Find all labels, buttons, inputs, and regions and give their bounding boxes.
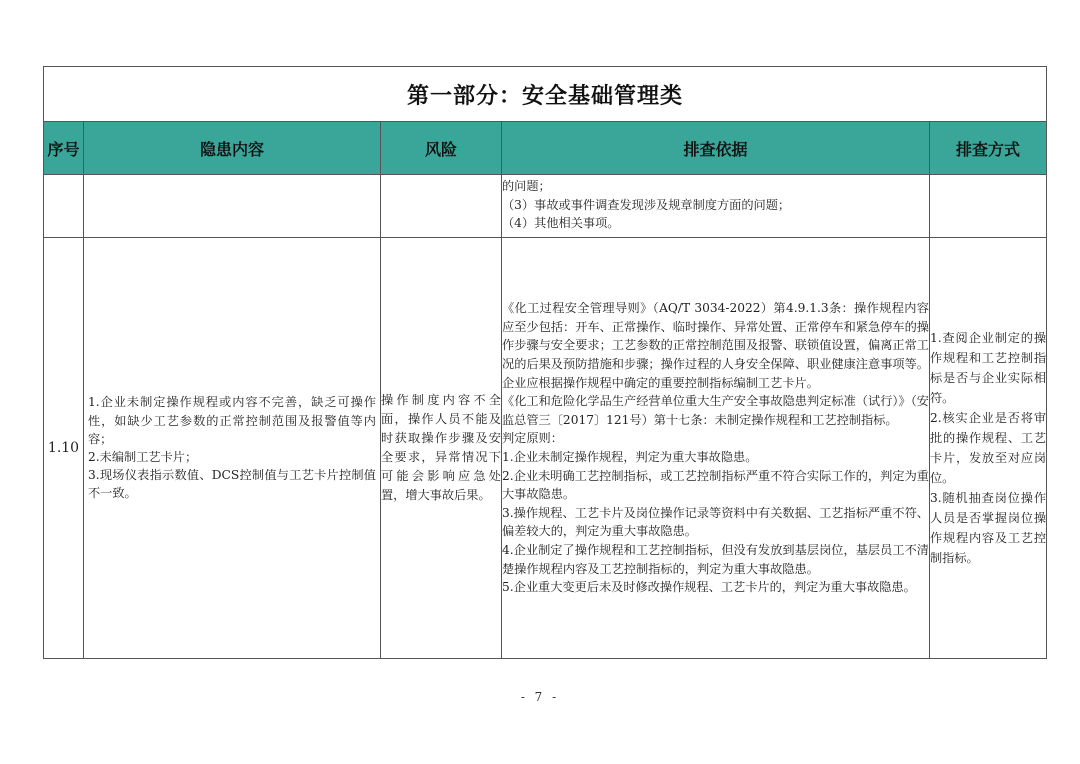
risk-text: 操作制度内容不全面，操作人员不能及时获取操作步骤及安全要求，异常情况下可能会影响应急处置，增大事故后果。: [381, 393, 501, 502]
cont-risk-cell: [381, 175, 502, 238]
hazard-item: 3.现场仪表指示数值、DCS控制值与工艺卡片控制值不一致。: [88, 468, 376, 501]
method-item: 1.查阅企业制定的操作规程和工艺控制指标是否与企业实际相符。: [930, 331, 1047, 405]
cont-basis-line: （4）其他相关事项。: [502, 216, 620, 231]
header-method: 排查方式: [930, 122, 1047, 175]
header-risk: 风险: [381, 122, 502, 175]
risk-cell: [381, 238, 502, 659]
page-title: 第一部分：安全基础管理类: [44, 67, 1047, 122]
header-hazard: 隐患内容: [84, 122, 381, 175]
basis-cell: [502, 238, 930, 659]
cont-hazard-cell: [84, 175, 381, 238]
hazard-item: 2.未编制工艺卡片；: [88, 450, 198, 464]
header-basis: 排查依据: [502, 122, 930, 175]
hazard-table: [43, 66, 1047, 659]
method-item: 3.随机抽查岗位操作人员是否掌握岗位操作规程内容及工艺控制指标。: [930, 491, 1047, 565]
cont-basis-cell: [502, 175, 930, 238]
basis-line: 《化工过程安全管理导则》（AQ/T 3034-2022）第4.9.1.3条：操作规程内容应至少包括：开车、正常操作、临时操作、异常处置、正常停车和紧急停车的操作步骤与安全要求；工艺参数的正常控制范围及报警、联锁值设置，偏离正常工况的后果及预防措施和步骤；操作过程的人身安全保障、职业健康注意事项等。企业应根据操作规程中确定的重要控制指标编制工艺卡片。: [502, 301, 929, 390]
header-seq: 序号: [44, 122, 84, 175]
cont-seq-cell: [44, 175, 84, 238]
hazard-cell: [84, 238, 381, 659]
cont-basis-line: （3）事故或事件调查发现涉及规章制度方面的问题；: [502, 197, 791, 212]
page-number: - 7 -: [520, 690, 560, 704]
basis-line: 《化工和危险化学品生产经营单位重大生产安全事故隐患判定标准（试行）》（安监总管三〔2017〕121号）第十七条：未制定操作规程和工艺控制指标。: [502, 394, 929, 427]
basis-line: 2.企业未明确工艺控制指标，或工艺控制指标严重不符合实际工作的，判定为重大事故隐患。: [502, 468, 929, 502]
seq-cell: 1.10: [44, 238, 84, 659]
basis-line: 3.操作规程、工艺卡片及岗位操作记录等资料中有关数据、工艺指标严重不符、偏差较大的，判定为重大事故隐患。: [502, 505, 929, 539]
basis-line: 4.企业制定了操作规程和工艺控制指标，但没有发放到基层岗位，基层员工不清楚操作规程内容及工艺控制指标的，判定为重大事故隐患。: [502, 542, 929, 576]
basis-line: 判定原则：: [502, 431, 563, 446]
cont-method-cell: [930, 175, 1047, 238]
table-header: [44, 122, 1047, 175]
method-cell: [930, 238, 1047, 659]
basis-line: 1.企业未制定操作规程，判定为重大事故隐患。: [502, 450, 758, 464]
table-row-continued: [44, 175, 1047, 238]
basis-line: 5.企业重大变更后未及时修改操作规程、工艺卡片的，判定为重大事故隐患。: [502, 580, 916, 595]
cont-basis-line: 的问题；: [502, 179, 551, 193]
method-item: 2.核实企业是否将审批的操作规程、工艺卡片，发放至对应岗位。: [930, 411, 1047, 485]
table-row: [44, 238, 1047, 659]
hazard-item: 1.企业未制定操作规程或内容不完善，缺乏可操作性，如缺少工艺参数的正常控制范围及报警值等内容；: [88, 395, 376, 446]
